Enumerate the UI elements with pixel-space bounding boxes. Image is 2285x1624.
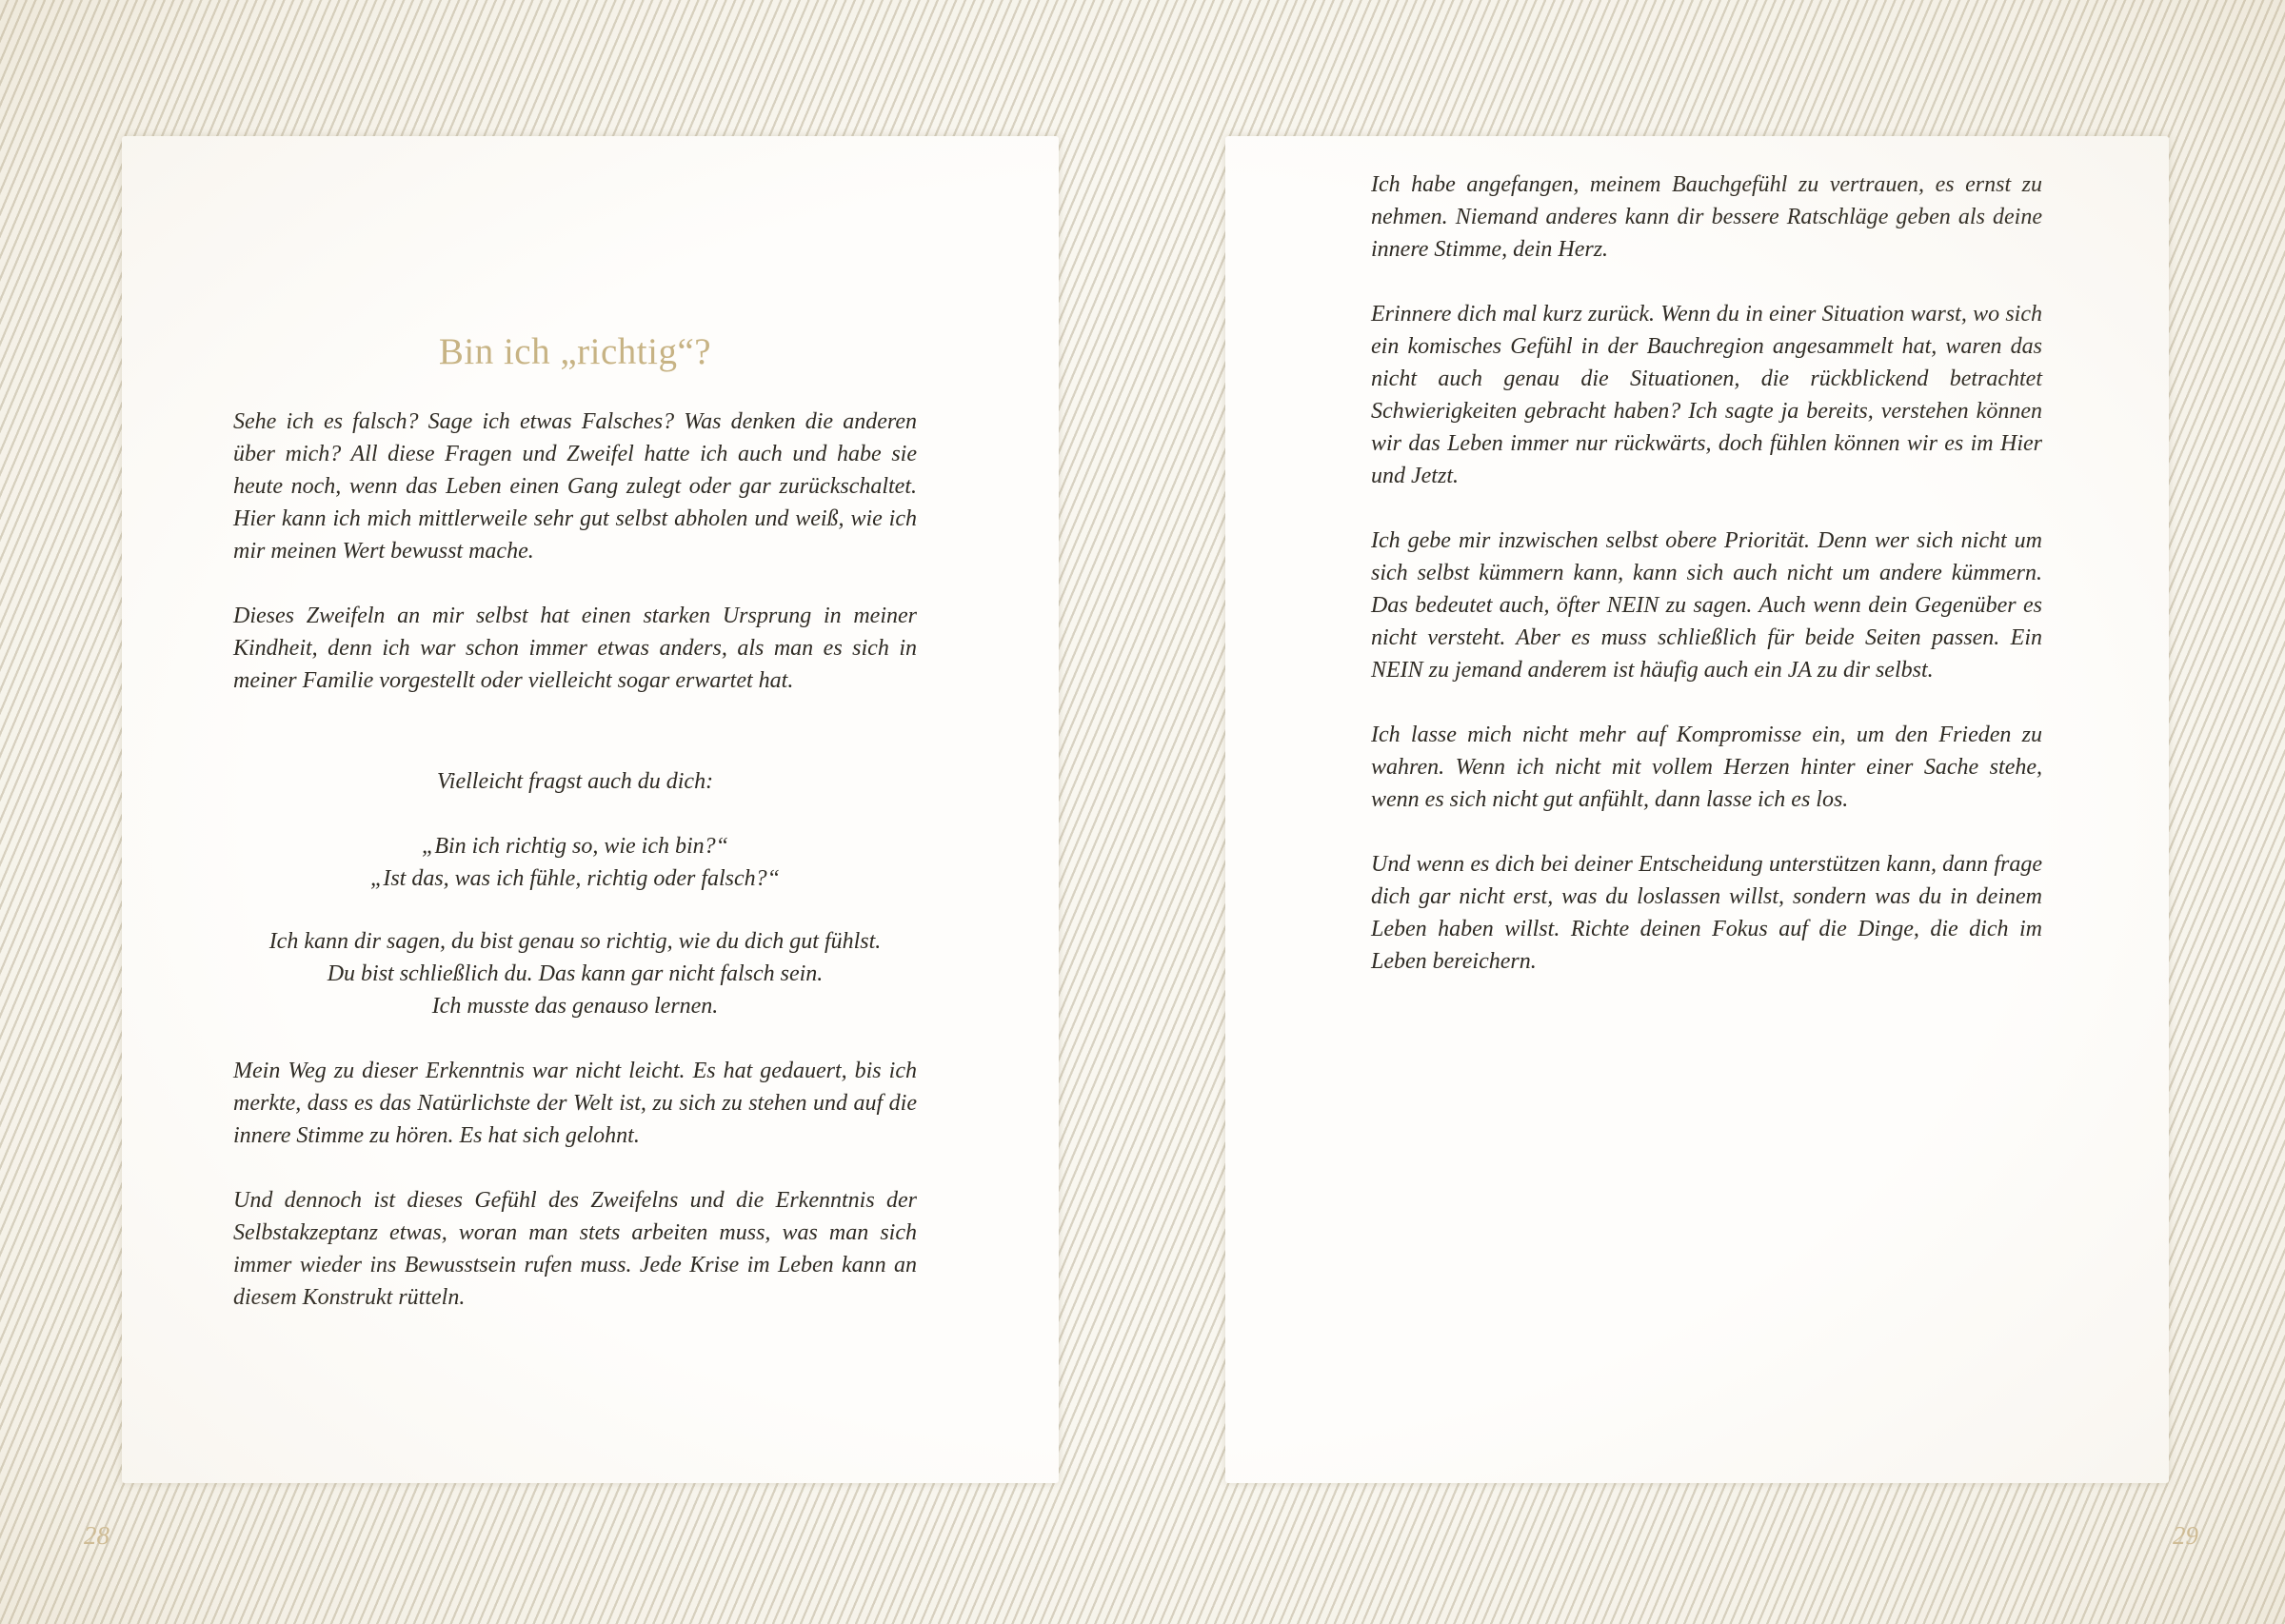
page-number-left: 28: [84, 1521, 109, 1550]
book-page-right: [1225, 136, 2169, 1483]
centered-quote-line: „Ist das, was ich fühle, richtig oder falsch?“: [369, 866, 780, 891]
centered-answer-line: Ich kann dir sagen, du bist genau so richtig, wie du dich gut fühlst.: [268, 929, 882, 954]
paragraph: Sehe ich es falsch? Sage ich etwas Falsches? Was denken die anderen über mich? All diese Fragen und Zweifel hatte ich auch und habe sie heute noch, wenn das Leben einen Gang zulegt oder gar zurückschaltet. Hier kann ich mich mittlerweile sehr gut selbst abholen und weiß, wie ich mir meinen Wert bewusst mache.: [233, 409, 917, 564]
paragraph: Ich habe angefangen, meinem Bauchgefühl zu vertrauen, es ernst zu nehmen. Niemand anderes kann dir bessere Ratschläge geben als deine innere Stimme, dein Herz.: [1371, 172, 2042, 262]
centered-quote-line: „Bin ich richtig so, wie ich bin?“: [422, 834, 728, 859]
centered-answer-line: Ich musste das genauso lernen.: [431, 994, 719, 1019]
centered-answer-line: Du bist schließlich du. Das kann gar nicht falsch sein.: [327, 961, 824, 986]
paragraph: Und wenn es dich bei deiner Entscheidung unterstützen kann, dann frage dich gar nicht erst, was du loslassen willst, sondern was du in deinem Leben haben willst. Richte deinen Fokus auf die Dinge, die dich im Leben bereichern.: [1371, 852, 2042, 974]
paragraph: Ich lasse mich nicht mehr auf Kompromisse ein, um den Frieden zu wahren. Wenn ich nicht mit vollem Herzen hinter einer Sache stehe, wenn es sich nicht gut anfühlt, dann lasse ich es los.: [1371, 723, 2042, 812]
centered-intro-line: Vielleicht fragst auch du dich:: [436, 769, 714, 794]
paragraph: Erinnere dich mal kurz zurück. Wenn du in einer Situation warst, wo sich ein komisches Gefühl in der Bauchregion angesammelt hat, waren das nicht auch genau die Situationen, die rückblickend betrachtet Schwierigkeiten gebracht haben? Ich sagte ja bereits, verstehen können wir das Leben immer nur rückwärts, doch fühlen können wir es im Hier und Jetzt.: [1371, 302, 2042, 488]
book-page-left: [122, 136, 1059, 1483]
paragraph: Dieses Zweifeln an mir selbst hat einen starken Ursprung in meiner Kindheit, denn ich war schon immer etwas anders, als man es sich in meiner Familie vorgestellt oder vielleicht sogar erwartet hat.: [233, 604, 917, 693]
paragraph: Ich gebe mir inzwischen selbst obere Priorität. Denn wer sich nicht um sich selbst kümmern kann, kann sich auch nicht um andere kümmern. Das bedeutet auch, öfter NEIN zu sagen. Auch wenn dein Gegenüber es nicht versteht. Aber es muss schließlich für beide Seiten passen. Ein NEIN zu jemand anderem ist häufig auch ein JA zu dir selbst.: [1371, 528, 2042, 683]
paragraph: Mein Weg zu dieser Erkenntnis war nicht leicht. Es hat gedauert, bis ich merkte, dass es das Natürlichste der Welt ist, zu sich zu stehen und auf die innere Stimme zu hören. Es hat sich gelohnt.: [233, 1059, 917, 1148]
paragraph: Und dennoch ist dieses Gefühl des Zweifelns und die Erkenntnis der Selbstakzeptanz etwas, woran man stets arbeiten muss, was man sich immer wieder ins Bewusstsein rufen muss. Jede Krise im Leben kann an diesem Konstrukt rütteln.: [233, 1188, 917, 1310]
page-number-right: 29: [2173, 1521, 2198, 1550]
chapter-title: Bin ich „richtig“?: [438, 331, 712, 372]
